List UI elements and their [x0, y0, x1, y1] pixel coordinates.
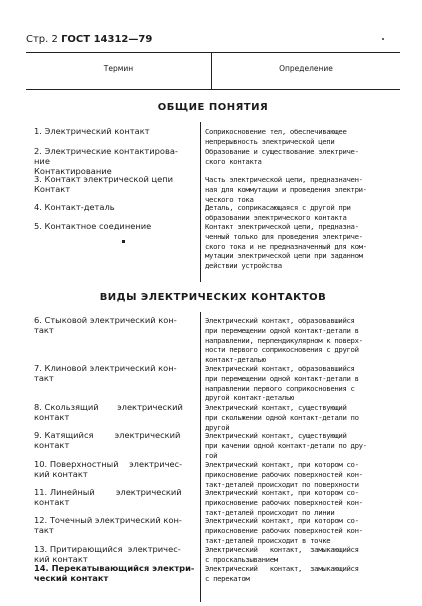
definition-11: Электрический контакт, при котором со- прикосновение рабочих поверхностей кон- такт-деталей происходит по линии: [205, 488, 363, 517]
term-3: 3. Контакт электрической цепи Контакт: [34, 174, 174, 194]
definition-1: Соприкосновение тел, обеспечивающее непрерывность электрической цепи: [205, 127, 347, 146]
page-header: [26, 34, 152, 45]
definition-column-header: Определение: [279, 64, 333, 73]
standard-number: ГОСТ 14312—79: [61, 34, 153, 45]
term-7: 7. Клиновой электрический кон- такт: [34, 363, 177, 383]
column-divider: [200, 122, 201, 282]
term-4: 4. Контакт-деталь: [34, 202, 115, 212]
section-title-types: ВИДЫ ЭЛЕКТРИЧЕСКИХ КОНТАКТОВ: [99, 292, 327, 303]
definition-6: Электрический контакт, образовавшийся при перемещении одной контакт-детали в направлении, перпендикулярном к поверх- ности первого соприкосновения с другой контакт-деталью: [205, 316, 363, 365]
term-6: 6. Стыковой электрический кон- такт: [34, 315, 177, 335]
definition-13: Электрический контакт, замыкающийся с проскальзыванием: [205, 545, 359, 564]
term-10: 10. Поверхностный электричес- кий контакт: [34, 459, 183, 479]
term-13: 13. Притирающийся электричес- кий контакт: [34, 544, 181, 564]
scan-speck: [382, 38, 384, 40]
column-divider: [200, 312, 201, 602]
definition-4: Деталь, соприкасающаяся с другой при образовании электрического контакта: [205, 203, 351, 222]
term-9: 9. Катящийся электрический контакт: [34, 430, 181, 450]
term-column-header: Термин: [103, 64, 134, 73]
term-1: 1. Электрический контакт: [34, 126, 150, 136]
definition-12: Электрический контакт, при котором со- прикосновение рабочих поверхностей кон- такт-деталей происходит в точке: [205, 516, 363, 545]
definition-9: Электрический контакт, существующий при качении одной контакт-детали по дру- гой: [205, 431, 367, 460]
term-2: 2. Электрические контактирова- ние Контактирование: [34, 146, 178, 176]
definition-14: Электрический контакт, замыкающийся с перекатом: [205, 564, 359, 583]
table-header: [26, 52, 400, 90]
term-11: 11. Линейный электрический контакт: [34, 487, 182, 507]
definition-3: Часть электрической цепи, предназначен- ная для коммутации и проведения электри- ческого тока: [205, 175, 367, 204]
definition-2: Образование и существование электриче- ского контакта: [205, 147, 359, 166]
definition-5: Контакт электрической цепи, предназна- ченный только для проведения электриче- ского тока и не предназначенный для ком- мутации электрической цепи при заданном действии устройства: [205, 222, 367, 271]
page-number: Стр. 2: [26, 34, 58, 45]
term-5: 5. Контактное соединение: [34, 221, 152, 231]
term-8: 8. Скользящий электрический контакт: [34, 402, 183, 422]
section-title-general: ОБЩИЕ ПОНЯТИЯ: [157, 102, 269, 113]
term-14: 14. Перекатывающийся электри- ческий контакт: [34, 563, 195, 583]
definition-8: Электрический контакт, существующий при скольжении одной контакт-детали по другой: [205, 403, 359, 432]
term-12: 12. Точечный электрический кон- такт: [34, 515, 182, 535]
scan-mark: [122, 240, 125, 243]
definition-10: Электрический контакт, при котором со- прикосновение рабочих поверхностей кон- такт-деталей происходит по поверхности: [205, 460, 363, 489]
definition-7: Электрический контакт, образовавшийся при перемещении одной контакт-детали в направлении первого соприкосновения с другой контакт-деталью: [205, 364, 359, 403]
